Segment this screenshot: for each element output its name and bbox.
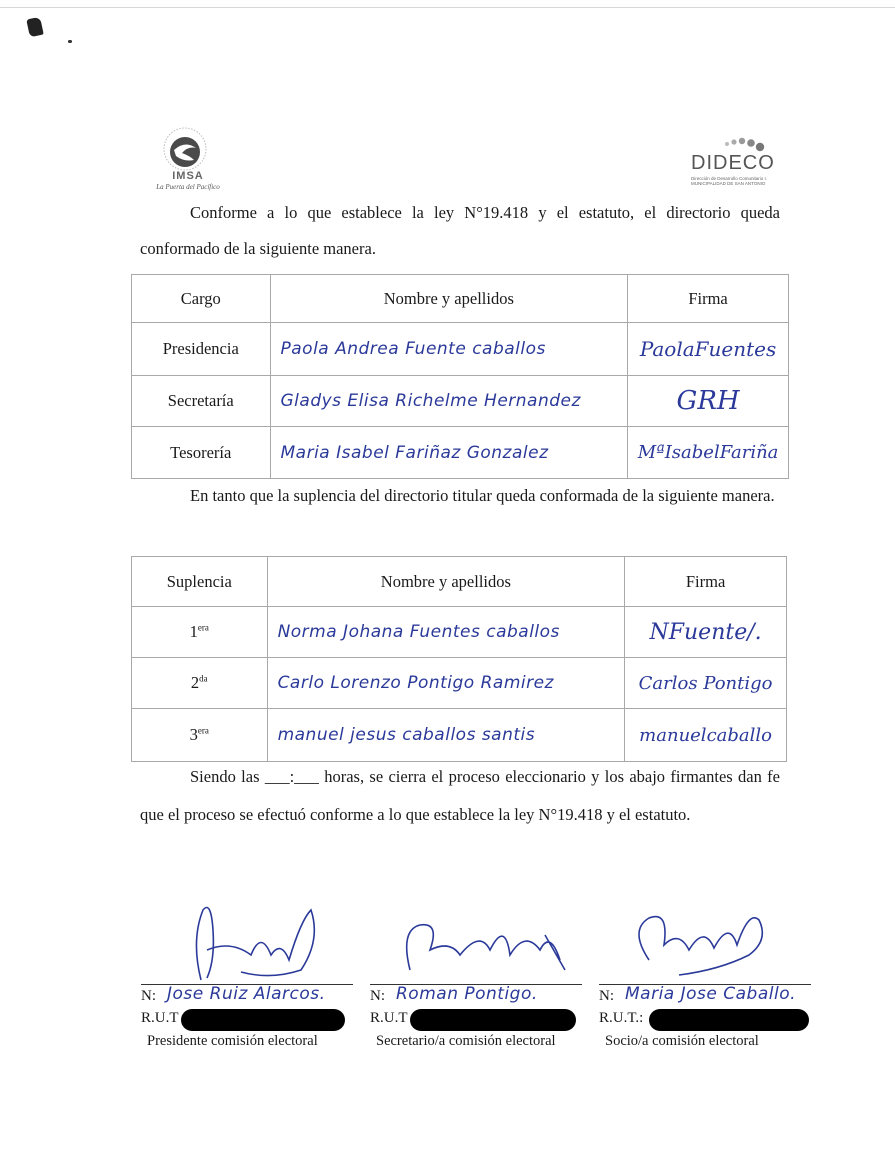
cargo-cell: Tesorería [132,427,271,479]
table-header-row [132,275,789,323]
suplencia-ordinal: era [197,622,209,633]
suplencia-ordinal: da [199,673,208,684]
closing-text: Siendo las ___:___ horas, se cierra el proceso eleccionario y los abajo firmantes dan fe que el proceso se efectuó conforme a lo que establece la ley N°19.418 y el estatuto. [140,767,780,824]
header-cargo: Cargo [132,275,271,323]
handwritten-name: Norma Johana Fuentes caballos [277,622,560,642]
firma-cell [625,607,787,658]
header-firma: Firma [628,275,789,323]
firma-cell [628,323,789,376]
handwritten-name: Maria Isabel Fariñaz Gonzalez [280,442,549,463]
nombre-cell [270,427,628,479]
nombre-cell [267,709,625,762]
header-nombre: Nombre y apellidos [270,275,628,323]
signatory-presidente [141,900,361,1060]
handwritten-signatory-name: Jose Ruiz Alarcos. [167,984,326,1004]
firma-cell [625,658,787,709]
scan-edge [0,0,895,8]
cargo-cell: Presidencia [132,323,271,376]
firma-cell [625,709,787,762]
table-row [132,427,789,479]
table-row [132,607,787,658]
dideco-dots-icon [707,134,767,154]
rut-redaction [649,1009,809,1031]
firma-cell [628,376,789,427]
directorio-table [131,274,789,479]
table-row [132,376,789,427]
name-label: N: [599,988,614,1004]
nombre-cell [270,376,628,427]
suplencia-number: 1 [189,622,198,641]
handwritten-signature: GRH [676,386,740,416]
suplencia-paragraph [140,478,780,514]
imsa-logo [143,122,233,190]
suplencia-table [131,556,787,762]
handwritten-signatory-name: Roman Pontigo. [396,984,538,1004]
role-label: Socio/a comisión electoral [605,1033,759,1049]
signatory-secretario [370,900,590,1060]
intro-text: Conforme a lo que establece la ley N°19.418 y el estatuto, el directorio queda conformado de la siguiente manera. [140,203,780,258]
name-label: N: [141,988,156,1004]
suplencia-number: 2 [190,673,200,692]
nombre-cell [267,658,625,709]
scan-speck [68,40,72,43]
header-nombre: Nombre y apellidos [267,557,625,607]
handwritten-signatory-name: Maria Jose Caballo. [625,984,796,1004]
signatory-socio [599,900,819,1060]
handwritten-name: Carlo Lorenzo Pontigo Ramirez [277,673,554,693]
nombre-cell [267,607,625,658]
handwritten-name: Gladys Elisa Richelme Hernandez [280,391,581,411]
suplencia-cell [132,607,268,658]
imsa-logo-name: IMSA [172,170,204,182]
suplencia-number: 3 [189,725,198,744]
intro-paragraph [140,195,780,267]
suplencia-text: En tanto que la suplencia del directorio titular queda conformada de la siguiente manera. [190,486,775,505]
table-header-row [132,557,787,607]
closing-paragraph [140,758,780,834]
name-label: N: [370,988,385,1004]
dideco-logo-name: DIDECO [691,152,775,174]
table-row [132,658,787,709]
table-row [132,709,787,762]
suplencia-cell [132,658,268,709]
handwritten-name: manuel jesus caballos santis [277,725,536,745]
header-firma: Firma [625,557,787,607]
rut-label: R.U.T [141,1010,179,1026]
imsa-logo-tagline: La Puerta del Pacífico [156,183,220,191]
cargo-cell: Secretaría [132,376,271,427]
rut-label: R.U.T [370,1010,408,1026]
role-label: Secretario/a comisión electoral [376,1033,556,1049]
rut-redaction [410,1009,576,1031]
signature-scribble [390,900,570,990]
nombre-cell [270,323,628,376]
rut-label: R.U.T.: [599,1010,644,1026]
handwritten-name: Paola Andrea Fuente caballos [280,339,546,359]
rut-redaction [181,1009,345,1031]
signature-scribble [161,900,341,990]
handwritten-signature: manuelcaballo [639,724,772,746]
suplencia-ordinal: era [197,725,209,736]
dideco-logo-subtitle: Dirección de Desarrollo Comunitario I. MUNICIPALIDAD DE SAN ANTONIO [691,176,768,186]
handwritten-signature: PaolaFuentes [639,337,777,361]
scan-speck [26,17,43,38]
header-suplencia: Suplencia [132,557,268,607]
dideco-logo [689,134,789,190]
imsa-seal-icon [160,126,210,172]
signature-scribble [619,900,799,990]
handwritten-signature: Carlos Pontigo [638,672,773,694]
handwritten-signature: NFuente/. [649,619,762,645]
table-row [132,323,789,376]
firma-cell [628,427,789,479]
role-label: Presidente comisión electoral [147,1033,318,1049]
handwritten-signature: MªIsabelFariña [637,442,779,463]
suplencia-cell [132,709,268,762]
